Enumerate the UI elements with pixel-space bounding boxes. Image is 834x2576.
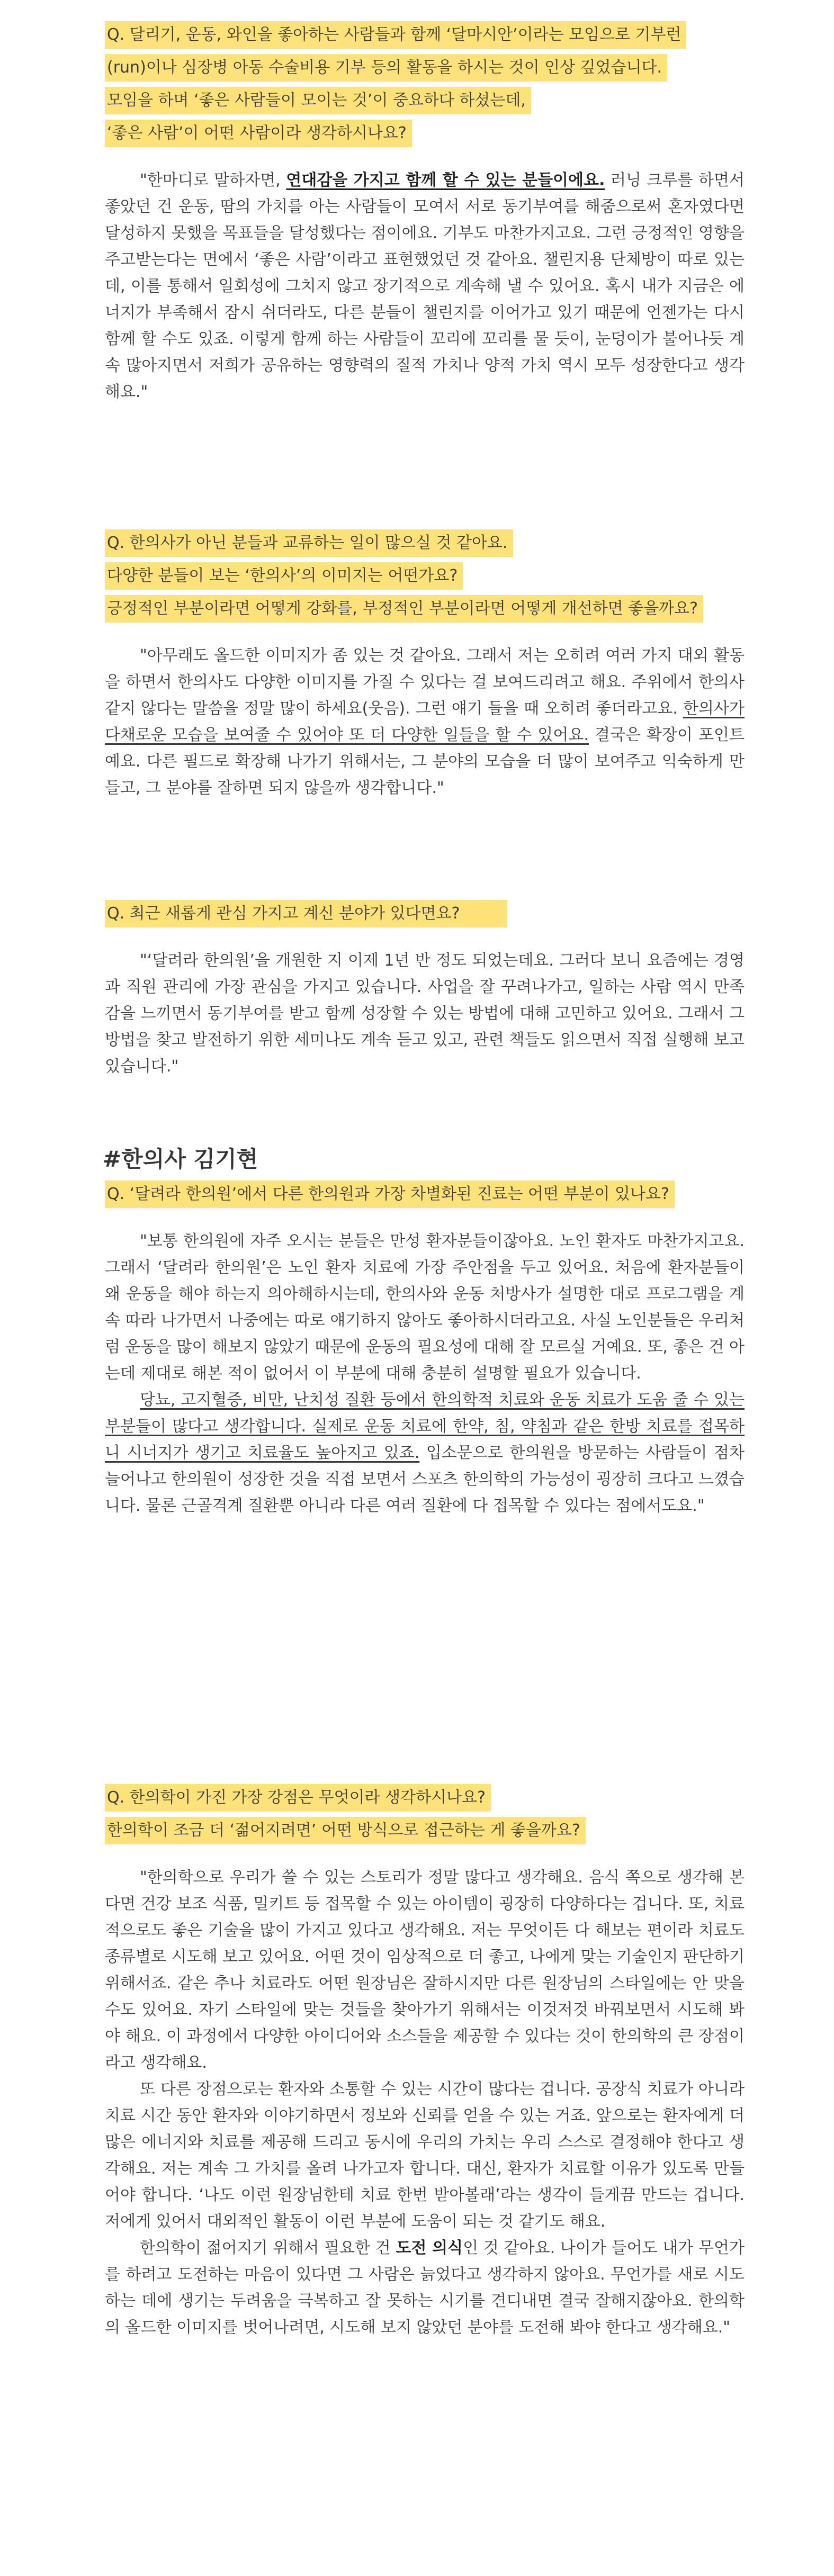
- qa-section-5: [105, 1784, 745, 2341]
- answer-paragraph: [105, 643, 745, 801]
- question-line: Q. 한의학이 가진 가장 강점은 무엇이라 생각하시나요?: [105, 1784, 491, 1812]
- question-line: 모임을 하며 ‘좋은 사람들이 모이는 것’이 중요하다 하셨는데,: [105, 87, 531, 114]
- answer-underlined: 당뇨, 고지혈증, 비만, 난치성 질환 등에서 한의학적 치료와 운동 치료가 도움 줄 수 있는 부분들이 많다고 생각합니다. 실제로 운동 치료에 한약, 침, 약침과 같은 한방 치료를 접목하니 시너지가 생기고 치료율도 높아지고 있죠.: [105, 1391, 745, 1462]
- answer-emphasis: 연대감을 가지고 함께 할 수 있는 분들이에요.: [286, 171, 605, 190]
- question-block: [105, 1181, 745, 1208]
- question-line: Q. ‘달려라 한의원’에서 다른 한의원과 가장 차별화된 진료는 어떤 부분이 있나요?: [105, 1181, 675, 1208]
- question-block: [105, 900, 745, 927]
- question-line: 다양한 분들이 보는 ‘한의사’의 이미지는 어떤가요?: [105, 562, 463, 590]
- question-block: [105, 21, 745, 147]
- answer-text: 입소문으로 한의원을 방문하는 사람들이 점차 늘어나고 한의원이 성장한 것을 직접 보면서 스포츠 한의학의 가능성이 굉장히 크다고 느꼈습니다. 물론 근골격계 질환뿐 아니라 다른 여러 질환에 다 접목할 수 있다는 점에서도요.": [105, 1444, 745, 1515]
- question-block: [105, 529, 745, 623]
- answer-text: "아무래도 올드한 이미지가 좀 있는 것 같아요. 그래서 저는 오히려 여러 가지 대외 활동을 하면서 한의사도 다양한 이미지를 가질 수 있다는 걸 보여드리려고 해요. 주위에서 한의사 같지 않다는 말씀을 정말 많이 하세요(웃음). 그런 얘기 들을 때 오히려 좋더라고요.: [105, 646, 745, 718]
- question-line: 한의학이 조금 더 ‘젊어지려면’ 어떤 방식으로 접근하는 게 좋을까요?: [105, 1817, 586, 1844]
- answer-text: 인 것 같아요. 나이가 들어도 내가 무언가를 하려고 도전하는 마음이 있다면 그 사람은 늙었다고 생각하지 않아요. 무언가를 새로 시도하는 데에 생기는 두려움을 극복하고 잘 못하는 시기를 견디내면 결국 잘해지잖아요. 한의학의 올드한 이미지를 벗어나려면, 시도해 보지 않았던 분야를 도전해 봐야 한다고 생각해요.": [105, 2239, 745, 2337]
- answer-paragraph: [105, 167, 745, 406]
- answer-paragraph: [105, 1387, 745, 1519]
- question-block: [105, 1784, 745, 1844]
- qa-section-4: [105, 1143, 745, 1519]
- section-heading: #한의사 김기현: [103, 1146, 258, 1172]
- qa-section-3: [105, 900, 745, 1080]
- question-line: Q. 달리기, 운동, 와인을 좋아하는 사람들과 함께 ‘달마시안’이라는 모임으로 기부런: [105, 21, 686, 49]
- question-line: Q. 한의사가 아닌 분들과 교류하는 일이 많으실 것 같아요.: [105, 529, 513, 557]
- answer-text: 한의학이 젊어지기 위해서 필요한 건: [140, 2239, 396, 2257]
- question-line: 긍정적인 부분이라면 어떻게 강화를, 부정적인 부분이라면 어떻게 개선하면 좋을까요?: [105, 595, 703, 623]
- answer-emphasis: 도전 의식: [396, 2239, 463, 2257]
- answer-text: "한마디로 말하자면,: [140, 171, 286, 190]
- answer-paragraph: "보통 한의원에 자주 오시는 분들은 만성 환자분들이잖아요. 노인 환자도 마찬가지고요. 그래서 ‘달려라 한의원’은 노인 환자 치료에 가장 주안점을 두고 있어요. 처음에 환자분들이 왜 운동을 해야 하는지 의아해하시는데, 한의사와 운동 처방사가 설명한 대로 프로그램을 계속 따라 나가면서 나중에는 따로 얘기하지 않아도 좋아하시더라고요. 사실 노인분들은 우리처럼 운동을 많이 해보지 않았기 때문에 운동의 필요성에 대해 잘 모르실 거예요. 또, 좋은 건 아는데 제대로 해본 적이 없어서 이 부분에 대해 충분히 설명할 필요가 있습니다.: [105, 1232, 745, 1383]
- answer-underlined: 한의사가 다채로운 모습을 보여줄 수 있어야 또 더 다양한 일들을 할 수 있어요.: [105, 699, 745, 744]
- answer-paragraph: 또 다른 장점으로는 환자와 소통할 수 있는 시간이 많다는 겁니다. 공장식 치료가 아니라 치료 시간 동안 환자와 이야기하면서 정보와 신뢰를 얻을 수 있는 거죠. 앞으로는 환자에게 더 많은 에너지와 치료를 제공해 드리고 동시에 우리의 가치는 우리 스스로 결정해야 한다고 생각해요. 저는 계속 그 가치를 올려 나가고자 합니다. 대신, 환자가 치료할 이유가 있도록 만들어야 합니다. ‘나도 이런 원장님한테 치료 한번 받아볼래’라는 생각이 들게끔 만드는 겁니다. 저에게 있어서 대외적인 활동이 이런 부분에 도움이 되는 것 같기도 해요.: [105, 2080, 745, 2231]
- qa-section-1: [105, 21, 745, 406]
- answer-paragraph: "‘달려라 한의원’을 개원한 지 이제 1년 반 정도 되었는데요. 그러다 보니 요즘에는 경영과 직원 관리에 가장 관심을 가지고 있습니다. 사업을 잘 꾸려나가고, 일하는 사람 역시 만족감을 느끼면서 동기부여를 받고 함께 성장할 수 있는 방법에 대해 고민하고 있어요. 그래서 그 방법을 찾고 발전하기 위한 세미나도 계속 듣고 있고, 관련 책들도 읽으면서 직접 실행해 보고 있습니다.": [105, 951, 745, 1076]
- answer-text: 러닝 크루를 하면서 좋았던 건 운동, 땀의 가치를 아는 사람들이 모여서 서로 동기부여를 해줌으로써 혼자였다면 달성하지 못했을 목표들을 달성했다는 점이에요. 기부도 마찬가지고요. 그런 긍정적인 영향을 주고받는다는 면에서 ‘좋은 사람’이라고 표현했었던 것 같아요. 챌린지용 단체방이 따로 있는데, 이를 통해서 일회성에 그치지 않고 장기적으로 계속해 낼 수 있어요. 혹시 내가 지금은 에너지가 부족해서 잠시 쉬더라도, 다른 분들이 챌린지를 이어가고 있기 때문에 언젠가는 다시 함께 할 수도 있죠. 이렇게 함께 하는 사람들이 꼬리에 꼬리를 물 듯이, 눈덩이가 불어나듯 계속 많아지면서 저희가 공유하는 영향력의 질적 가치나 양적 가치 역시 모두 성장한다고 생각해요.": [105, 171, 745, 401]
- question-line: (run)이나 심장병 아동 수술비용 기부 등의 활동을 하시는 것이 인상 깊었습니다.: [105, 54, 667, 82]
- answer-paragraph: [105, 2235, 745, 2341]
- answer-text: 결국은 확장이 포인트예요. 다른 필드로 확장해 나가기 위해서는, 그 분야의 모습을 더 많이 보여주고 익숙하게 만들고, 그 분야를 잘하면 되지 않을까 생각합니다.": [105, 726, 745, 797]
- qa-section-2: [105, 529, 745, 801]
- answer-paragraph: "한의학으로 우리가 쓸 수 있는 스토리가 정말 많다고 생각해요. 음식 쪽으로 생각해 본다면 건강 보조 식품, 밀키트 등 접목할 수 있는 아이템이 굉장히 다양하다는 겁니다. 또, 치료적으로도 좋은 기술을 많이 가지고 있다고 생각해요. 저는 무엇이든 다 해보는 편이라 치료도 종류별로 시도해 보고 있어요. 어떤 것이 임상적으로 더 좋고, 나에게 맞는 기술인지 판단하기 위해서죠. 같은 추나 치료라도 어떤 원장님은 잘하시지만 다른 원장님의 스타일에는 안 맞을 수도 있어요. 자기 스타일에 맞는 것들을 찾아가기 위해서는 이것저것 바꿔보면서 시도해 봐야 해요. 이 과정에서 다양한 아이디어와 소스들을 제공할 수 있다는 것이 한의학의 큰 장점이라고 생각해요.: [105, 1868, 745, 2072]
- question-line: Q. 최근 새롭게 관심 가지고 계신 분야가 있다면요?: [105, 900, 507, 927]
- question-line: ‘좋은 사람’이 어떤 사람이라 생각하시나요?: [105, 120, 412, 147]
